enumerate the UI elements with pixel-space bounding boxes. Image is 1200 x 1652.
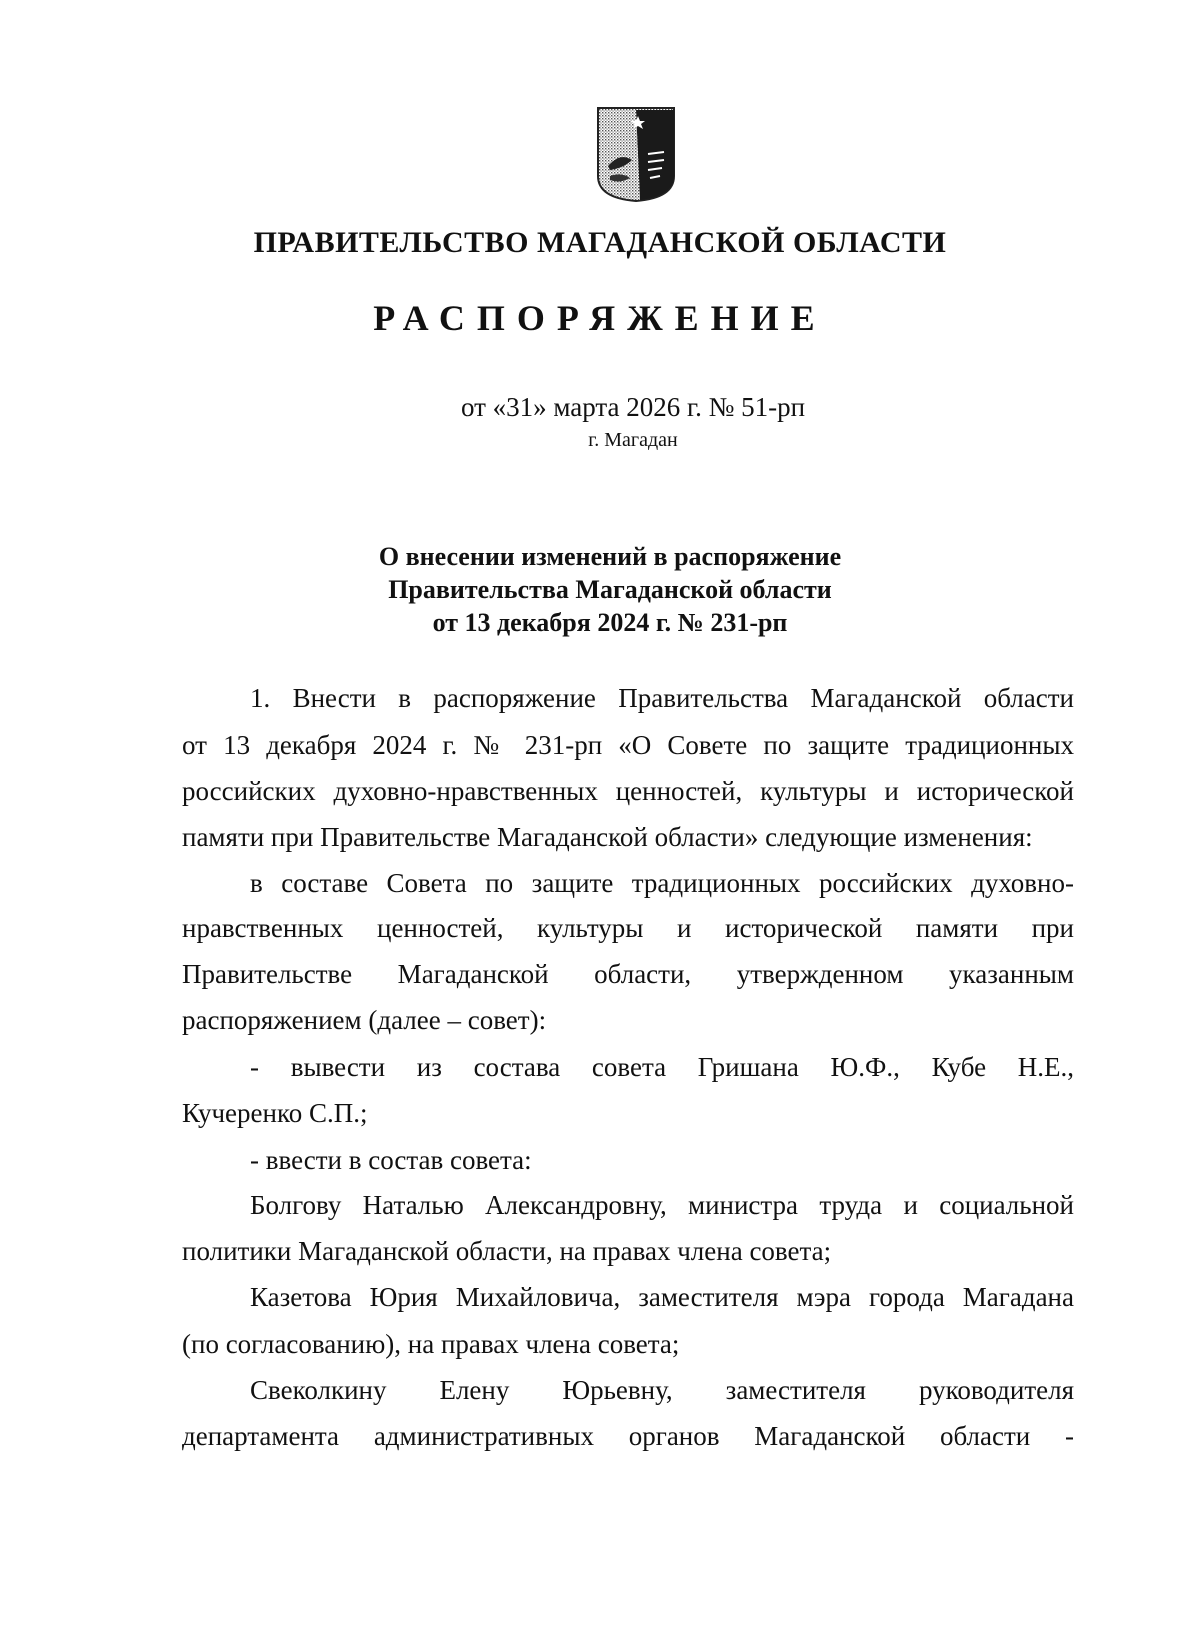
body-line: от 13 декабря 2024 г. № 231-рп «О Совете по защите традиционных [182,730,1074,760]
subject-line: Правительства Магаданской области [388,575,832,604]
body-line: Болгову Наталью Александровну, министра труда и социальной [250,1190,1074,1220]
body-line: Свеколкину Елену Юрьевну, заместителя руководителя [250,1375,1074,1405]
document-city: г. Магадан [588,429,678,451]
organization-title: ПРАВИТЕЛЬСТВО МАГАДАНСКОЙ ОБЛАСТИ [253,226,947,259]
body-line: (по согласованию), на правах члена совета; [182,1329,680,1359]
body-line: в составе Совета по защите традиционных российских духовно- [250,868,1074,898]
body-line: - ввести в состав совета: [250,1145,532,1175]
body-line: нравственных ценностей, культуры и исторической памяти при [182,913,1074,943]
body-line: политики Магаданской области, на правах члена совета; [182,1236,832,1266]
subject-line: О внесении изменений в распоряжение [378,542,842,571]
document-subject [0,540,1200,639]
document-type: РАСПОРЯЖЕНИЕ [373,298,827,338]
body-line: Казетова Юрия Михайловича, заместителя мэра города Магадана [250,1282,1074,1312]
body-line: 1. Внести в распоряжение Правительства Магаданской области [250,683,1074,713]
body-line: - вывести из состава совета Гришана Ю.Ф., Кубе Н.Е., [250,1052,1074,1082]
body-line: российских духовно-нравственных ценностей, культуры и исторической [182,776,1074,806]
magadan-region-coat-of-arms-icon [596,106,676,202]
body-line: департамента административных органов Магаданской области - [182,1421,1074,1451]
document-date-number: от «31» марта 2026 г. № 51-рп [460,392,806,422]
body-line: Кучеренко С.П.; [182,1098,368,1128]
subject-line: от 13 декабря 2024 г. № 231-рп [432,608,788,637]
body-line: Правительстве Магаданской области, утвержденном указанным [182,959,1074,989]
body-line: памяти при Правительстве Магаданской области» следующие изменения: [182,822,1033,852]
body-line: распоряжением (далее – совет): [182,1005,547,1035]
